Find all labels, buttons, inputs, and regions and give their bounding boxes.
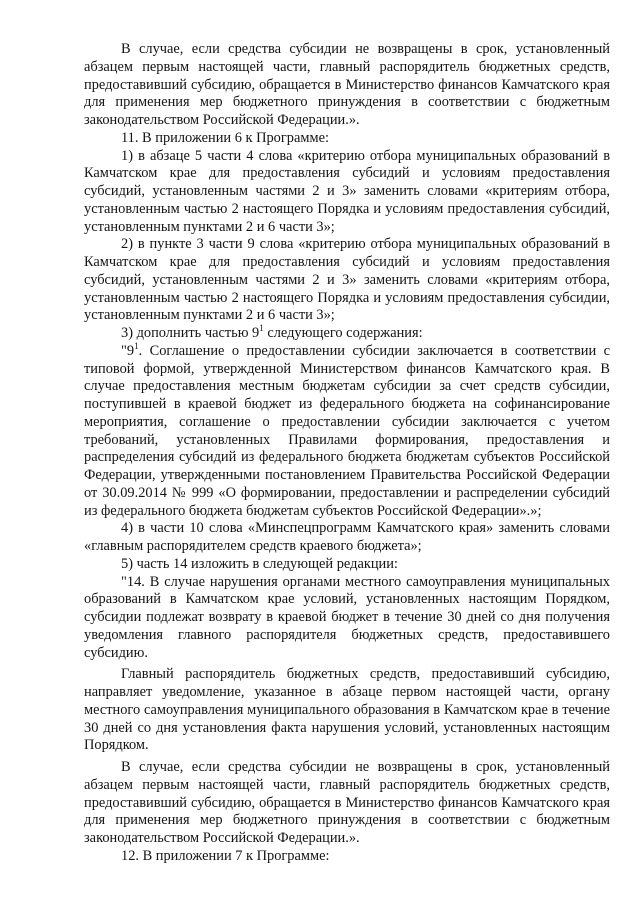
paragraph-subitem-1: 1) в абзаце 5 части 4 слова «критерию отбора муниципальных образований в Камчатском крае для предоставления субсидий и условиям предоставления субсидий, установленным частями 2 и 3» заменить словами «критериям отбора, установленным частью 2 настоящего Порядка и условиям предоставления субсидий, установленным пунктами 2 и 6 части 3»;	[84, 147, 610, 235]
document-page	[84, 41, 610, 866]
paragraph-part-14: "14. В случае нарушения органами местного самоуправления муниципальных образований в Камчатском крае условий, установленных настоящим Порядком, субсидии подлежат возврату в краевой бюджет в течение 30 дней со дня получения уведомления главного распорядителя бюджетных средств, предоставившего субсидию.	[84, 573, 610, 661]
part-9-1-number: "9	[121, 342, 135, 359]
paragraph-subsidy-return: В случае, если средства субсидии не возвращены в срок, установленный абзацем первым настоящей части, главный распорядитель бюджетных средств, предоставивший субсидию, обращается в Министерство финансов Камчатского края для применения мер бюджетного принуждения в соответствии с бюджетным законодательством Российской Федерации.».	[84, 759, 610, 846]
paragraph-item-11: 11. В приложении 6 к Программе:	[121, 129, 329, 146]
part-9-1-text: . Соглашение о предоставлении субсидии заключается в соответствии с типовой формой, утвержденной Министерством финансов Камчатского края. В случае предоставления местным бюджетам субсидии за счет средств субсидии, поступившей в краевой бюджет из федерального бюджета на софинансирование мероприятия, соглашение о предоставлении субсидии заключается с учетом требований, установленных Правилами формирования, предоставления и распределения субсидий из федерального бюджета бюджетам субъектов Российской Федерации, утвержденными постановлением Правительства Российской Федерации от 30.09.2014 № 999 «О формировании, предоставлении и распределении субсидий из федерального бюджета бюджетам субъектов Российской Федерации».»;	[84, 342, 610, 519]
subitem-3-superscript: 1	[259, 323, 264, 333]
subitem-3-text-before: 3) дополнить частью 9	[121, 325, 260, 341]
paragraph-subitem-4: 4) в части 10 слова «Минспецпрограмм Камчатского края» заменить словами «главным распорядителем средств краевого бюджета»;	[84, 520, 610, 554]
paragraph-part-9-1	[84, 340, 610, 521]
paragraph-subsidy-return-end: В случае, если средства субсидии не возвращены в срок, установленный абзацем первым настоящей части, главный распорядитель бюджетных средств, предоставивший субсидию, обращается в Министерство финансов Камчатского края для применения мер бюджетного принуждения в соответствии с бюджетным законодательством Российской Федерации.».	[84, 41, 610, 128]
paragraph-notification: Главный распорядитель бюджетных средств, предоставивший субсидию, направляет уведомление, указанное в абзаце первом настоящей части, органу местного самоуправления муниципального образования в Камчатском крае в течение 30 дней со дня установления факта нарушения условий, установленных настоящим Порядком.	[84, 666, 610, 754]
paragraph-item-12: 12. В приложении 7 к Программе:	[121, 847, 330, 864]
paragraph-subitem-2: 2) в пункте 3 части 9 слова «критерию отбора муниципальных образований в Камчатском крае для предоставления субсидий и условиям предоставления субсидий, установленным частями 2 и 3» заменить словами «критериям отбора, установленным частью 2 настоящего Порядка и условиям предоставления субсидии, установленным пунктами 2 и 6 части 3»;	[84, 236, 610, 324]
part-9-1-superscript: 1	[134, 340, 139, 351]
paragraph-subitem-3	[84, 325, 610, 343]
paragraph-subitem-5: 5) часть 14 изложить в следующей редакции:	[121, 555, 398, 572]
subitem-3-text-after: следующего содержания:	[263, 325, 423, 341]
